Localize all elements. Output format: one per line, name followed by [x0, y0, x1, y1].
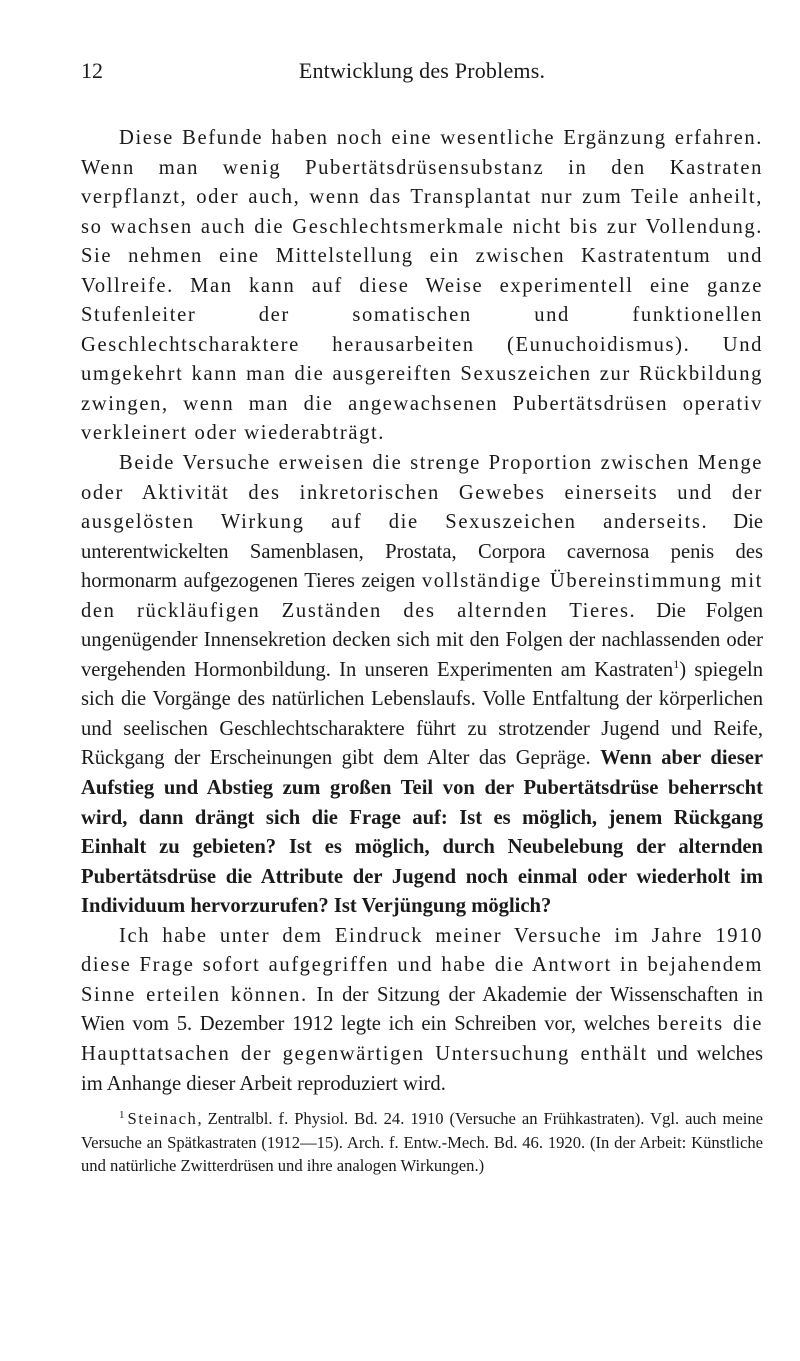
page-number: 12	[81, 58, 103, 83]
paragraph-1-text: Diese Befunde haben noch eine wesentliche Ergänzung erfahren. Wenn man wenig Pubertätsdrüsensubstanz in den Kastraten verpflanzt, oder auch, wenn das Transplantat nur zum Teile anheilt, so wachsen auch die Geschlechtsmerkmale nicht bis zur Vollendung. Sie nehmen eine Mittelstellung ein zwischen Kastratentum und Vollreife. Man kann auf diese Weise experimentell eine ganze Stufenleiter der somatischen und funktionellen Geschlechtscharaktere herausarbeiten (Eunuchoidismus). Und umgekehrt kann man die ausgereiften Sexuszeichen zur Rückbildung zwingen, wenn man die angewachsenen Pubertätsdrüsen operativ verkleinert oder wiederabträgt.	[81, 127, 763, 445]
body-text	[81, 124, 763, 1099]
paragraph-1	[81, 124, 763, 449]
paragraph-3-sentence-2: In der Sitzung der Akademie der Wissenschaften in Wien vom 5. Dezember 1912 legte ich ein Schreiben vor, welches	[81, 983, 763, 1036]
paragraph-2	[81, 449, 763, 922]
paragraph-2-sentence-2: Die unterentwickelten Samenblasen, Prostata, Corpora cavernosa penis des hormonarm aufgezogenen Tieres zeigen	[81, 511, 763, 593]
paragraph-3-sentence-4: und welches im Anhange dieser Arbeit reproduziert wird.	[81, 1042, 764, 1095]
paragraph-2-bold-question: Wenn aber dieser Aufstieg und Abstieg zum großen Teil von der Pubertätsdrüse beherrscht wird, dann drängt sich die Frage auf: Ist es möglich, jenem Rückgang Einhalt zu gebieten? Ist es möglich, durch Neubelebung der alternden Pubertätsdrüse die Attribute der Jugend noch einmal oder wiederholt im Individuum hervorzurufen? Ist Verjüngung möglich?	[81, 747, 763, 918]
paragraph-3-sentence-1: Ich habe unter dem Eindruck meiner Versuche im Jahre 1910 diese Frage sofort aufgegriffen und habe die Antwort in bejahendem Sinne erteilen können.	[81, 924, 763, 1006]
book-page	[81, 56, 763, 1178]
paragraph-2-sentence-4: Die Folgen ungenügender Innensekretion decken sich mit den Folgen der nachlassenden oder vergehenden Hormonbildung. In unseren Experimenten am Kastraten	[81, 599, 763, 681]
paragraph-2-sentence-5: ) spiegeln sich die Vorgänge des natürlichen Lebenslaufs. Volle Entfaltung der körperlichen und seelischen Geschlechtscharaktere führt zu strotzender Jugend und Reife, Rückgang der Erscheinungen gibt dem Alter das Gepräge.	[81, 658, 763, 770]
paragraph-2-sentence-1: Beide Versuche erweisen die strenge Proportion zwischen Menge oder Aktivität des inkretorischen Gewebes einerseits und der ausgelösten Wirkung auf die Sexuszeichen anderseits.	[81, 452, 763, 534]
running-head	[81, 56, 763, 86]
footnote-text: , Zentralbl. f. Physiol. Bd. 24. 1910 (Versuche an Frühkastraten). Vgl. auch meine Versuche an Spätkastraten (1912—15). Arch. f. Entw.-Mech. Bd. 46. 1920. (In der Arbeit: Künstliche und natürliche Zwitterdrüsen und ihre analogen Wirkungen.)	[81, 1109, 763, 1176]
footnote-mark: 1	[119, 1108, 125, 1121]
paragraph-3-sentence-3: bereits die Haupttatsachen der gegenwärtigen Untersuchung enthält	[81, 1013, 763, 1065]
paragraph-3	[81, 922, 763, 1099]
footnote-reference[interactable]: 1	[673, 656, 680, 671]
header-title: Entwicklung des Problems.	[298, 58, 546, 83]
footnote-author: Steinach	[127, 1109, 198, 1129]
paragraph-2-sentence-3: vollständige Übereinstimmung mit den rückläufigen Zuständen des alternden Tieres.	[81, 570, 763, 622]
footnotes	[81, 1107, 763, 1178]
footnote-1	[81, 1107, 763, 1178]
